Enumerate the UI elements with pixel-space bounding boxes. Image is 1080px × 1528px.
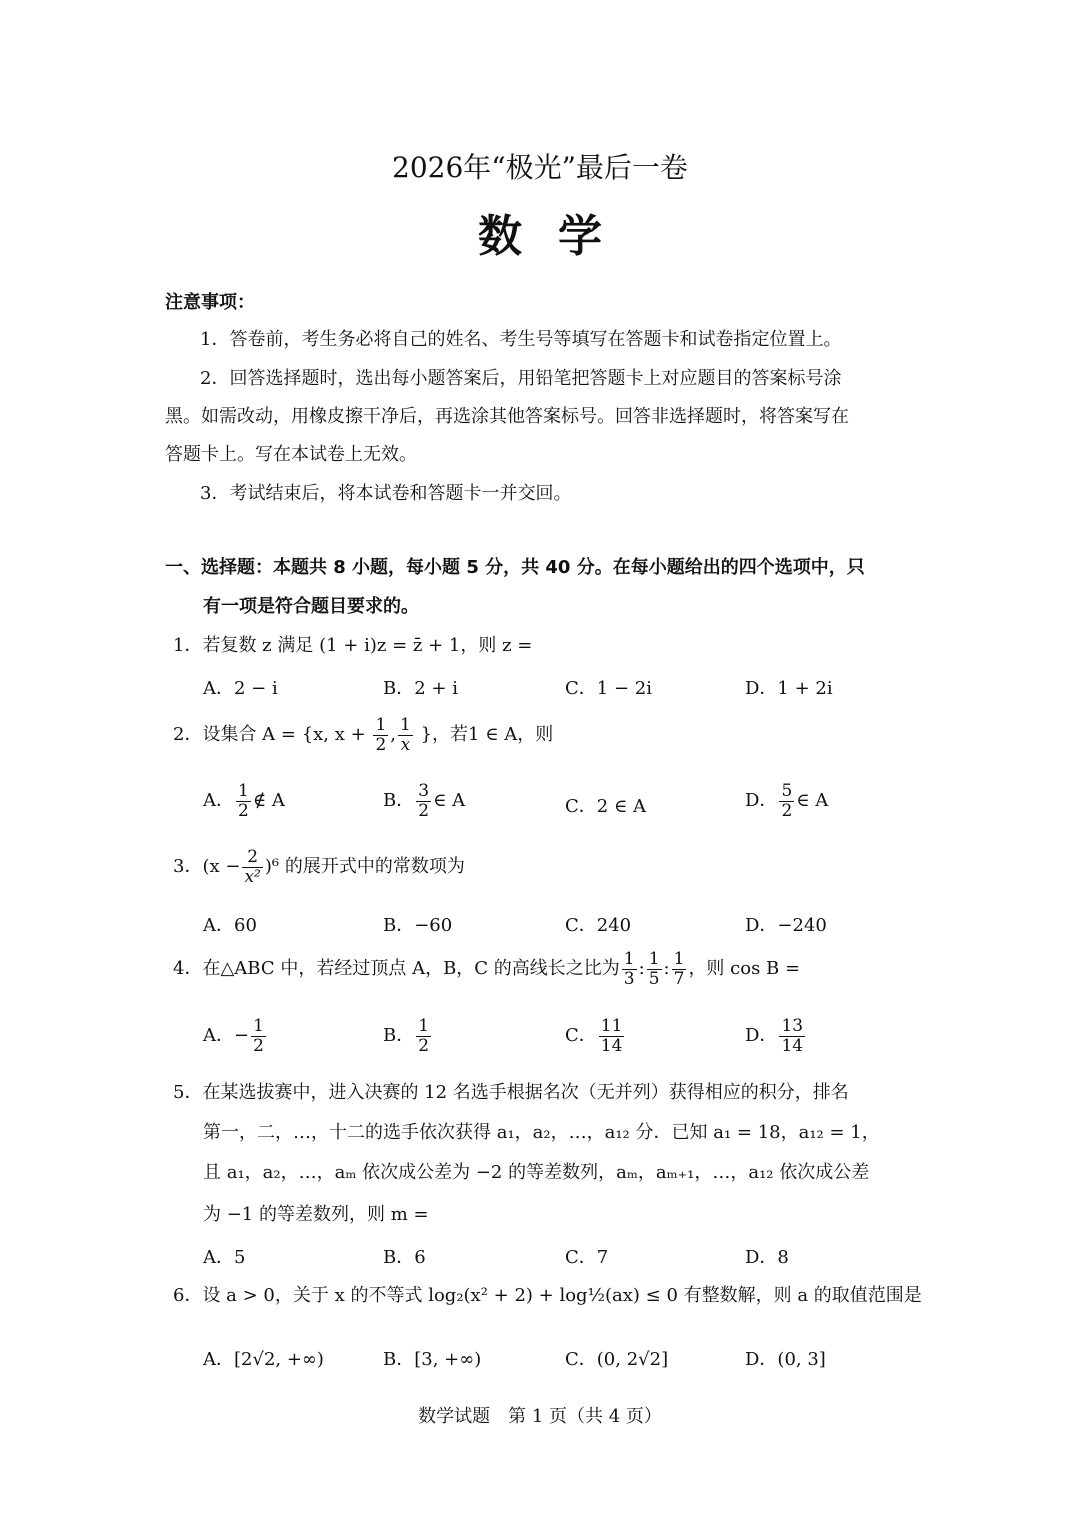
q3-frac bbox=[242, 848, 262, 886]
q3-expr-close: )⁶ bbox=[264, 856, 280, 878]
q4-ratio-2-den: 5 bbox=[648, 968, 660, 989]
q2-option-d-num: 5 bbox=[781, 781, 793, 801]
q5-option-b: B．6 bbox=[383, 1247, 426, 1268]
q4-ratio-1-den: 3 bbox=[623, 968, 635, 989]
q6-option-a: A．[2√2, +∞) bbox=[203, 1349, 324, 1370]
q6-stem: 6．设 a > 0，关于 x 的不等式 log₂(x² + 2) + log½(ax) ≤ 0 有整数解，则 a 的取值范围是 bbox=[173, 1285, 922, 1306]
notice-heading: 注意事项： bbox=[165, 292, 255, 313]
q1-option-c: C．1 − 2i bbox=[565, 678, 652, 699]
q4-ratio-2-num: 1 bbox=[648, 949, 660, 969]
q2-option-a-rel: ∉ A bbox=[252, 790, 285, 812]
q2-stem-suffix: }，若1 ∈ A，则 bbox=[420, 724, 554, 746]
q4-option-a-num: 1 bbox=[253, 1016, 264, 1036]
q3-expr-open: (x − bbox=[202, 856, 241, 878]
q2-option-b-label: B． bbox=[383, 790, 415, 812]
q4-option-d-num: 13 bbox=[781, 1016, 804, 1036]
notice-item-1: 1．答卷前，考生务必将自己的姓名、考生号等填写在答题卡和试卷指定位置上。 bbox=[200, 329, 842, 350]
q4-option-d-label: D． bbox=[745, 1025, 778, 1047]
q3-stem-prefix: 3． bbox=[173, 856, 203, 878]
q3-stem bbox=[173, 848, 465, 886]
q2-option-d-rel: ∈ A bbox=[796, 790, 829, 812]
section-heading-line-1: 一、选择题：本题共 8 小题，每小题 5 分，共 40 分。在每小题给出的四个选项中，只 bbox=[165, 557, 865, 578]
q4-ratio-1-num: 1 bbox=[623, 949, 635, 969]
q4-option-c-num: 11 bbox=[600, 1016, 623, 1036]
q4-ratio-1 bbox=[622, 950, 637, 988]
q4-option-c bbox=[565, 1017, 626, 1055]
q3-option-a: A．60 bbox=[203, 915, 257, 936]
q3-option-c: C．240 bbox=[565, 915, 632, 936]
q3-option-b: B．−60 bbox=[383, 915, 453, 936]
q4-stem: 4．在△ABC 中，若经过顶点 A，B，C 的高线长之比为 $\frac{1}{3}$ : $\frac{1}{5}$ : $\frac{1}{7}$ ，则 cos B = bbox=[173, 949, 801, 989]
q1-stem: 1．若复数 z 满足 (1 + i)z = z̄ + 1，则 z = bbox=[173, 635, 533, 656]
q5-line-4: 为 −1 的等差数列，则 m = bbox=[203, 1204, 429, 1225]
q3-frac-num: 2 bbox=[242, 848, 262, 868]
q5-option-a: A．5 bbox=[203, 1247, 246, 1268]
q2-option-d-den: 2 bbox=[781, 800, 793, 821]
q6-option-c: C．(0, 2√2] bbox=[565, 1349, 669, 1370]
q2-frac-2 bbox=[398, 716, 413, 754]
q4-option-b-den: 2 bbox=[418, 1035, 430, 1056]
q5-option-c: C．7 bbox=[565, 1247, 609, 1268]
q4-option-c-den: 14 bbox=[600, 1035, 623, 1056]
q2-option-c bbox=[565, 792, 646, 818]
subject-title: 数学 bbox=[478, 211, 638, 262]
q4-ratio-3-den: 7 bbox=[673, 968, 685, 989]
q2-option-d bbox=[745, 782, 828, 820]
q5-line-1: 5．在某选拔赛中，进入决赛的 12 名选手根据名次（无并列）获得相应的积分，排名 bbox=[173, 1082, 849, 1103]
q1-option-b: B．2 + i bbox=[383, 678, 458, 699]
q2-option-b-den: 2 bbox=[418, 800, 430, 821]
q2-option-b-rel: ∈ A bbox=[433, 790, 466, 812]
q4-option-c-label: C． bbox=[565, 1025, 597, 1047]
q3-option-d: D．−240 bbox=[745, 915, 827, 936]
q2-option-a-den: 2 bbox=[238, 800, 249, 821]
q1-option-a: A．2 − i bbox=[203, 678, 278, 699]
q2-option-a-num: 1 bbox=[238, 781, 249, 801]
notice-item-3: 3．考试结束后，将本试卷和答题卡一并交回。 bbox=[200, 483, 572, 504]
q2-frac-2-den: x bbox=[400, 734, 411, 755]
q4-ratio-3-num: 1 bbox=[673, 949, 685, 969]
q3-frac-den: x² bbox=[244, 866, 261, 887]
q2-option-a-label: A． bbox=[203, 790, 234, 812]
q4-option-b bbox=[383, 1017, 433, 1055]
exam-title: 2026年“极光”最后一卷 bbox=[392, 151, 688, 184]
q4-option-a bbox=[203, 1017, 268, 1055]
q1-option-d: D．1 + 2i bbox=[745, 678, 833, 699]
q5-line-2: 第一，二，…，十二的选手依次获得 a₁，a₂，…，a₁₂ 分．已知 a₁ = 18，a₁₂ = 1， bbox=[203, 1122, 880, 1143]
notice-item-2-line-1: 2．回答选择题时，选出每小题答案后，用铅笔把答题卡上对应题目的答案标号涂 bbox=[200, 368, 842, 389]
q4-option-d bbox=[745, 1017, 807, 1055]
page-footer: 数学试题 第 1 页（共 4 页） bbox=[418, 1406, 662, 1427]
q2-option-b bbox=[383, 782, 465, 820]
q4-stem-prefix: 4．在△ABC 中，若经过顶点 A，B，C 的高线长之比为 bbox=[173, 958, 620, 980]
q2-frac-1-num: 1 bbox=[375, 715, 387, 735]
q3-stem-suffix: 的展开式中的常数项为 bbox=[284, 856, 465, 878]
q2-option-b-num: 3 bbox=[418, 781, 430, 801]
q4-option-b-label: B． bbox=[383, 1025, 415, 1047]
q2-frac-1 bbox=[373, 716, 388, 754]
q5-line-3: 且 a₁，a₂，…，aₘ 依次成公差为 −2 的等差数列，aₘ，aₘ₊₁，…，a₁₂ 依次成公差 bbox=[203, 1162, 870, 1183]
notice-item-2-line-2: 黑。如需改动，用橡皮擦干净后，再选涂其他答案标号。回答非选择题时，将答案写在 bbox=[165, 406, 849, 427]
q2-frac-1-den: 2 bbox=[375, 734, 387, 755]
q5-option-d: D．8 bbox=[745, 1247, 789, 1268]
q2-option-c-text: 2 ∈ A bbox=[596, 796, 646, 817]
q6-option-b: B．[3, +∞) bbox=[383, 1349, 482, 1370]
q6-option-d: D．(0, 3] bbox=[745, 1349, 826, 1370]
section-heading-line-2: 有一项是符合题目要求的。 bbox=[203, 596, 419, 617]
q4-option-a-den: 2 bbox=[253, 1035, 264, 1056]
q2-option-a bbox=[203, 782, 285, 820]
q2-option-c-label: C． bbox=[565, 796, 597, 817]
q2-frac-2-num: 1 bbox=[400, 715, 411, 735]
q4-option-a-label: A． bbox=[203, 1025, 234, 1047]
q2-stem: 2．设集合 A = {x, x + $\frac{1}{2}$ , $\frac{1}{x}$ }，若1 ∈ A，则 bbox=[173, 715, 554, 755]
q4-option-a-sign: − bbox=[234, 1025, 250, 1047]
q2-stem-prefix: 2．设集合 A = {x, x + bbox=[173, 724, 366, 746]
q4-ratio-3 bbox=[672, 950, 687, 988]
q4-option-d-den: 14 bbox=[781, 1035, 804, 1056]
q4-option-b-num: 1 bbox=[418, 1016, 430, 1036]
q4-stem-suffix: ，则 cos B = bbox=[688, 958, 801, 980]
q4-ratio-2 bbox=[647, 950, 662, 988]
q2-option-d-label: D． bbox=[745, 790, 778, 812]
notice-item-2-line-3: 答题卡上。写在本试卷上无效。 bbox=[165, 444, 417, 465]
